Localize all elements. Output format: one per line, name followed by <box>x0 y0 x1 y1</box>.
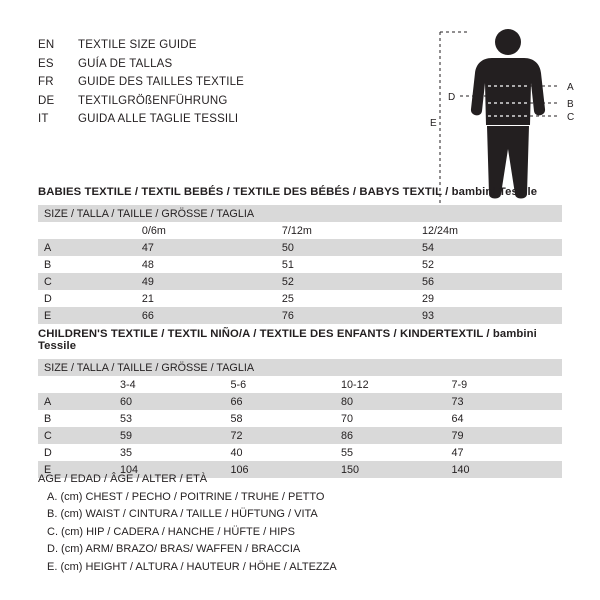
language-code: DE <box>38 94 55 107</box>
babies-column-header: 12/24m <box>421 224 458 237</box>
cell: 40 <box>230 446 243 459</box>
figure-label-a: A <box>567 82 574 93</box>
cell: 48 <box>141 258 154 271</box>
cell: 50 <box>281 241 294 254</box>
legend-item: A. (cm) CHEST / PECHO / POITRINE / TRUHE / PETTO <box>47 490 325 503</box>
table-row <box>38 410 562 427</box>
babies-table-section <box>38 186 562 324</box>
row-label: E <box>44 309 52 322</box>
figure-label-c: C <box>567 112 575 123</box>
babies-table-title: BABIES TEXTILE / TEXTIL BEBÉS / TEXTILE DES BÉBÉS / BABYS TEXTIL / bambini Tessile <box>38 186 538 198</box>
cell: 86 <box>340 429 353 442</box>
cell: 56 <box>421 275 434 288</box>
language-row <box>38 55 368 74</box>
language-title-list <box>38 36 368 129</box>
children-table-title: CHILDREN'S TEXTILE / TEXTIL NIÑO/A / TEXTILE DES ENFANTS / KINDERTEXTIL / bambini Tessile <box>38 328 537 352</box>
cell: 55 <box>340 446 353 459</box>
children-band-label: SIZE / TALLA / TAILLE / GRÖSSE / TAGLIA <box>44 361 255 374</box>
cell: 150 <box>340 463 359 476</box>
cell: 49 <box>141 275 154 288</box>
babies-header-blank <box>38 222 142 239</box>
language-title: GUIDA ALLE TAGLIE TESSILI <box>78 113 239 125</box>
language-title: GUÍA DE TALLAS <box>78 57 173 70</box>
language-row <box>38 73 368 92</box>
figure-label-e: E <box>430 118 437 129</box>
row-label: B <box>44 412 52 425</box>
cell: 29 <box>421 292 434 305</box>
table-row <box>38 427 562 444</box>
cell: 72 <box>230 429 243 442</box>
table-row <box>38 273 562 290</box>
babies-size-table <box>38 205 562 324</box>
legend-item: B. (cm) WAIST / CINTURA / TAILLE / HÜFTUNG / VITA <box>47 508 318 520</box>
row-label: A <box>44 241 52 254</box>
cell: 70 <box>340 412 353 425</box>
language-code: FR <box>38 76 54 88</box>
children-column-header: 5-6 <box>230 378 247 391</box>
cell: 21 <box>141 292 154 305</box>
babies-column-header: 7/12m <box>281 224 312 237</box>
table-row <box>38 444 562 461</box>
cell: 53 <box>119 412 132 425</box>
cell: 52 <box>421 258 434 271</box>
row-label: B <box>44 258 52 271</box>
cell: 25 <box>281 292 294 305</box>
table-row <box>38 307 562 324</box>
cell: 54 <box>421 241 434 254</box>
language-code: ES <box>38 57 54 70</box>
babies-band-label: SIZE / TALLA / TAILLE / GRÖSSE / TAGLIA <box>44 207 255 220</box>
language-code: IT <box>38 113 49 125</box>
language-title: GUIDE DES TAILLES TEXTILE <box>78 76 245 88</box>
cell: 66 <box>141 309 154 322</box>
cell: 73 <box>451 395 464 408</box>
cell: 52 <box>281 275 294 288</box>
table-row <box>38 239 562 256</box>
children-column-header: 3-4 <box>119 378 136 391</box>
table-row <box>38 393 562 410</box>
cell: 79 <box>451 429 464 442</box>
row-label: A <box>44 395 52 408</box>
row-label: E <box>44 463 52 476</box>
row-label: C <box>44 275 52 288</box>
legend-item: D. (cm) ARM/ BRAZO/ BRAS/ WAFFEN / BRACCIA <box>47 543 301 555</box>
legend-heading: AGE / EDAD / ÂGE / ALTER / ETÀ <box>38 473 208 485</box>
cell: 47 <box>451 446 464 459</box>
body-silhouette-icon <box>471 29 545 199</box>
cell: 80 <box>340 395 353 408</box>
cell: 58 <box>230 412 243 425</box>
children-column-header-row <box>38 376 562 393</box>
measurement-legend <box>38 471 558 576</box>
table-row <box>38 256 562 273</box>
cell: 51 <box>281 258 294 271</box>
cell: 35 <box>119 446 132 459</box>
language-title: TEXTILE SIZE GUIDE <box>78 39 197 51</box>
legend-item: C. (cm) HIP / CADERA / HANCHE / HÜFTE / HIPS <box>47 525 295 538</box>
language-row <box>38 36 368 55</box>
row-label: D <box>44 292 52 305</box>
cell: 64 <box>451 412 464 425</box>
cell: 47 <box>141 241 154 254</box>
figure-label-b: B <box>567 99 574 110</box>
children-column-header: 7-9 <box>451 378 468 391</box>
cell: 60 <box>119 395 132 408</box>
babies-band-row <box>38 205 562 222</box>
legend-item: E. (cm) HEIGHT / ALTURA / HAUTEUR / HÖHE / ALTEZZA <box>47 560 337 573</box>
language-row <box>38 92 368 111</box>
children-band-row <box>38 359 562 376</box>
cell: 76 <box>281 309 294 322</box>
language-row <box>38 110 368 129</box>
language-code: EN <box>38 39 55 51</box>
language-title: TEXTILGRÖßENFÜHRUNG <box>78 94 228 107</box>
babies-column-header: 0/6m <box>141 224 166 237</box>
table-row <box>38 290 562 307</box>
children-size-table <box>38 359 562 478</box>
children-table-section <box>38 328 562 478</box>
babies-column-header-row <box>38 222 562 239</box>
figure-label-d: D <box>448 92 456 103</box>
row-label: C <box>44 429 52 442</box>
cell: 66 <box>230 395 243 408</box>
cell: 106 <box>230 463 249 476</box>
cell: 93 <box>421 309 434 322</box>
children-column-header: 10-12 <box>340 378 369 391</box>
cell: 104 <box>119 463 138 476</box>
cell: 140 <box>451 463 470 476</box>
row-label: D <box>44 446 52 459</box>
children-header-blank <box>38 376 120 393</box>
cell: 59 <box>119 429 132 442</box>
